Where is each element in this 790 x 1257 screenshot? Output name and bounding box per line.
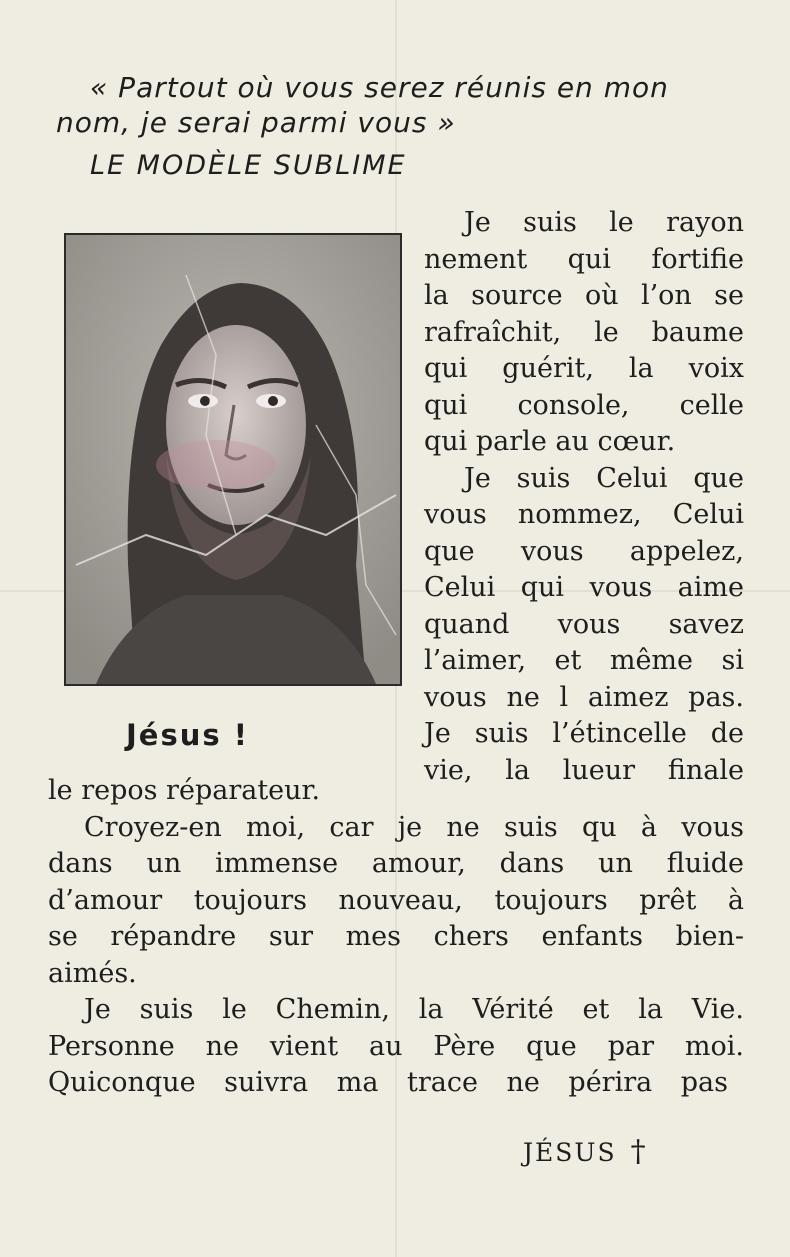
text-line: Je suis le rayon — [464, 207, 744, 238]
text-line: aimés. — [48, 957, 137, 989]
text-line: Croyez-en moi, car je ne suis qu à vous — [84, 811, 744, 843]
quote-line: « Partout où vous serez réunis en mon — [90, 71, 669, 104]
portrait-caption: Jésus ! — [126, 718, 249, 752]
signature-name: JÉSUS — [523, 1138, 617, 1167]
text-line: se répandre sur mes chers enfants bien- — [48, 921, 744, 952]
card-heading: LE MODÈLE SUBLIME — [90, 150, 407, 181]
text-line: d’amour toujours nouveau, toujours prêt à — [48, 884, 744, 916]
text-line: rafraîchit, le baume — [424, 316, 744, 348]
text-line: Je suis Celui que — [464, 462, 744, 494]
text-line: dans un immense amour, dans un fluide — [48, 848, 744, 879]
text-line: qui guérit, la voix — [424, 353, 744, 384]
text-line: qui parle au cœur. — [424, 426, 676, 457]
text-line: l’aimer, et même si — [424, 645, 744, 676]
full-width-text — [48, 773, 744, 1102]
cross-icon: † — [630, 1134, 648, 1169]
text-line: nement qui fortifie — [424, 243, 744, 275]
portrait-image — [66, 235, 400, 684]
text-line: vie, la lueur finale — [424, 754, 744, 786]
jesus-portrait — [64, 233, 402, 686]
signature — [523, 1134, 648, 1169]
text-line: Personne ne vient au Père que par moi. — [48, 1030, 744, 1062]
text-line: Quiconque suivra ma trace ne périra pas — [48, 1067, 728, 1098]
text-line: Je suis l’étincelle de — [424, 718, 744, 749]
text-line: Je suis le Chemin, la Vérité et la Vie. — [84, 994, 744, 1025]
text-line: que vous appelez, — [424, 535, 744, 567]
text-line: la source où l’on se — [424, 280, 744, 311]
text-line: qui console, celle — [424, 389, 744, 421]
text-line: vous nommez, Celui — [424, 499, 744, 530]
text-line: vous ne l aimez pas. — [424, 681, 744, 713]
opening-quote — [56, 70, 756, 140]
text-line: Celui qui vous aime — [424, 572, 744, 603]
text-line: le repos réparateur. — [48, 775, 321, 806]
right-column-text — [424, 205, 744, 789]
text-line: quand vous savez — [424, 608, 744, 640]
quote-line: nom, je serai parmi vous » — [56, 106, 456, 139]
